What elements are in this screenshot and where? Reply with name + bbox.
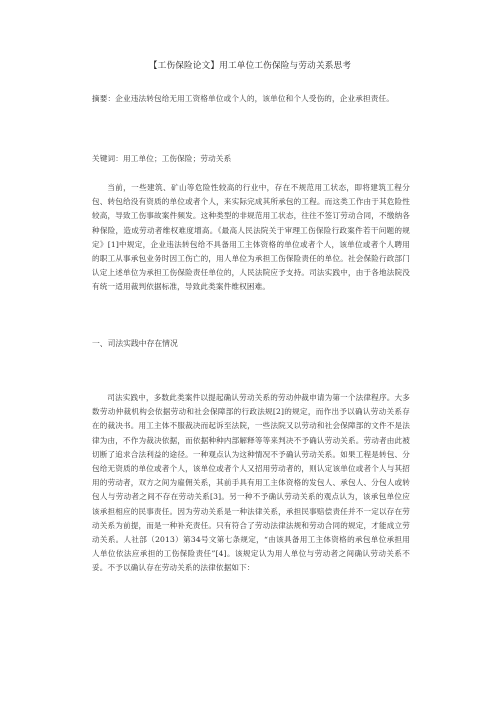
section-heading: 一、司法实践中存在情况 (92, 339, 178, 348)
section-body-paragraph: 司法实践中，多数此类案件以提起确认劳动关系的劳动仲裁申请为第一个法律程序。大多数劳动仲裁机构会依据劳动和社会保障部的行政法规[2]的规定，而作出予以确认劳动关系存在的裁决书。用工主体不服裁决而起诉至法院，一些法院又以劳动和社会保障部的文件不是法律为由，不作为裁决依据，而依据种种内部解释等等来判决不予确认劳动关系。劳动者由此被切断了追求合法利益的途径。一种观点认为这种情况不予确认劳动关系。如果工程是转包、分包给无资质的单位或者个人，该单位或者个人又招用劳动者的，则认定该单位或者个人与其招用的劳动者，双方之间为雇佣关系，其前手具有用工主体资格的发包人、承包人、分包人或转包人与劳动者之间不存在劳动关系[3]。另一种不予确认劳动关系的观点认为，该承包单位应该承担相应的民事责任。因为劳动关系是一种法律关系，承担民事赔偿责任并不一定以存在劳动关系为前提，而是一种补充责任。只有符合了劳动法律法规和劳动合同的规定，才能成立劳动关系。人社部（2013）第34号文第七条规定，“由该具备用工主体资格的承包单位承担用人单位依法应承担的工伤保险责任”[4]。该规定认为用人单位与劳动者之间确认劳动关系不妥。不予以确认存在劳动关系的法律依据如下： (92, 393, 410, 573)
document-title: 【工伤保险论文】用工单位工伤保险与劳动关系思考 (148, 61, 352, 71)
abstract-paragraph: 摘要：企业违法转包给无用工资格单位或个人的，该单位和个人受伤的，企业承担责任。 (92, 94, 395, 103)
intro-paragraph: 当前，一些建筑、矿山等危险性较高的行业中，存在不规范用工状态，即将建筑工程分包、转包给没有资质的单位或者个人，来实际完成其所承包的工程。而这类工作由于其危险性较高，导致工伤事故案件频发。这种类型的非规范用工状态，往往不签订劳动合同，不缴纳各种保险，造成劳动者维权难度增高。《最高人民法院关于审理工伤保险行政案件若干问题的规定》[1]中规定，企业违法转包给不具备用工主体资格的单位或者个人，该单位或者个人聘用的职工从事承包业务时因工伤亡的，用人单位为承担工伤保险责任的单位。社会保险行政部门认定上述单位为承担工伤保险责任单位的，人民法院应予支持。司法实践中，由于各地法院没有统一适用裁判依据标准，导致此类案件维权困难。 (92, 183, 410, 292)
keywords-line: 关键词：用工单位；工伤保险；劳动关系 (92, 154, 232, 163)
